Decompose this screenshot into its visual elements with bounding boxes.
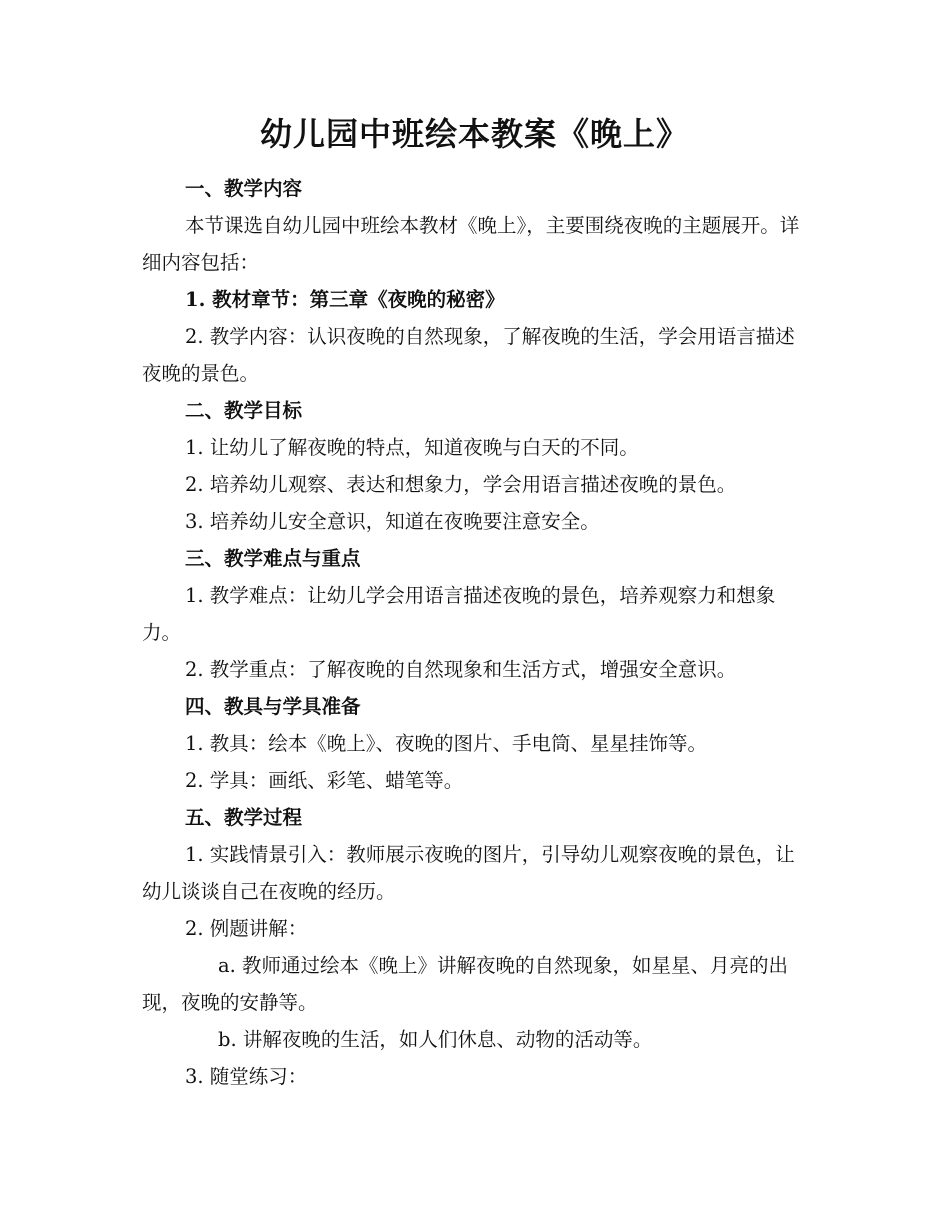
materials-item-2: 2. 学具：画纸、彩笔、蜡笔等。 — [185, 769, 464, 792]
process-item-1: 1. 实践情景引入：教师展示夜晚的图片，引导幼儿观察夜晚的景色，让幼儿谈谈自己在夜晚的经历。 — [142, 843, 795, 903]
section-heading-difficulties: 三、教学难点与重点 — [185, 547, 361, 570]
process-subitem-b: b. 讲解夜晚的生活，如人们休息、动物的活动等。 — [218, 1028, 653, 1051]
process-item-2: 2. 例题讲解： — [185, 917, 308, 940]
item-chapter: 1. 教材章节：第三章《夜晚的秘密》 — [185, 288, 505, 311]
goal-item-3: 3. 培养幼儿安全意识，知道在夜晚要注意安全。 — [185, 510, 600, 533]
paragraph-intro: 本节课选自幼儿园中班绘本教材《晚上》，主要围绕夜晚的主题展开。详细内容包括： — [142, 214, 800, 274]
difficulty-item-1: 1. 教学难点：让幼儿学会用语言描述夜晚的景色，培养观察力和想象力。 — [142, 584, 776, 644]
goal-item-2: 2. 培养幼儿观察、表达和想象力，学会用语言描述夜晚的景色。 — [185, 473, 737, 496]
section-heading-process: 五、教学过程 — [185, 806, 303, 829]
document-title: 幼儿园中班绘本教案《晚上》 — [259, 115, 689, 153]
difficulty-item-2: 2. 教学重点：了解夜晚的自然现象和生活方式，增强安全意识。 — [185, 658, 737, 681]
goal-item-1: 1. 让幼儿了解夜晚的特点，知道夜晚与白天的不同。 — [185, 436, 639, 459]
materials-item-1: 1. 教具：绘本《晚上》、夜晚的图片、手电筒、星星挂饰等。 — [185, 732, 708, 755]
section-heading-content: 一、教学内容 — [185, 177, 303, 200]
process-subitem-a: a. 教师通过绘本《晚上》讲解夜晚的自然现象，如星星、月亮的出现，夜晚的安静等。 — [142, 954, 789, 1014]
document-page — [142, 112, 807, 1095]
item-content: 2. 教学内容：认识夜晚的自然现象，了解夜晚的生活，学会用语言描述夜晚的景色。 — [142, 325, 795, 385]
process-item-3: 3. 随堂练习： — [185, 1065, 308, 1088]
section-heading-materials: 四、教具与学具准备 — [185, 695, 361, 718]
section-heading-goals: 二、教学目标 — [185, 399, 303, 422]
